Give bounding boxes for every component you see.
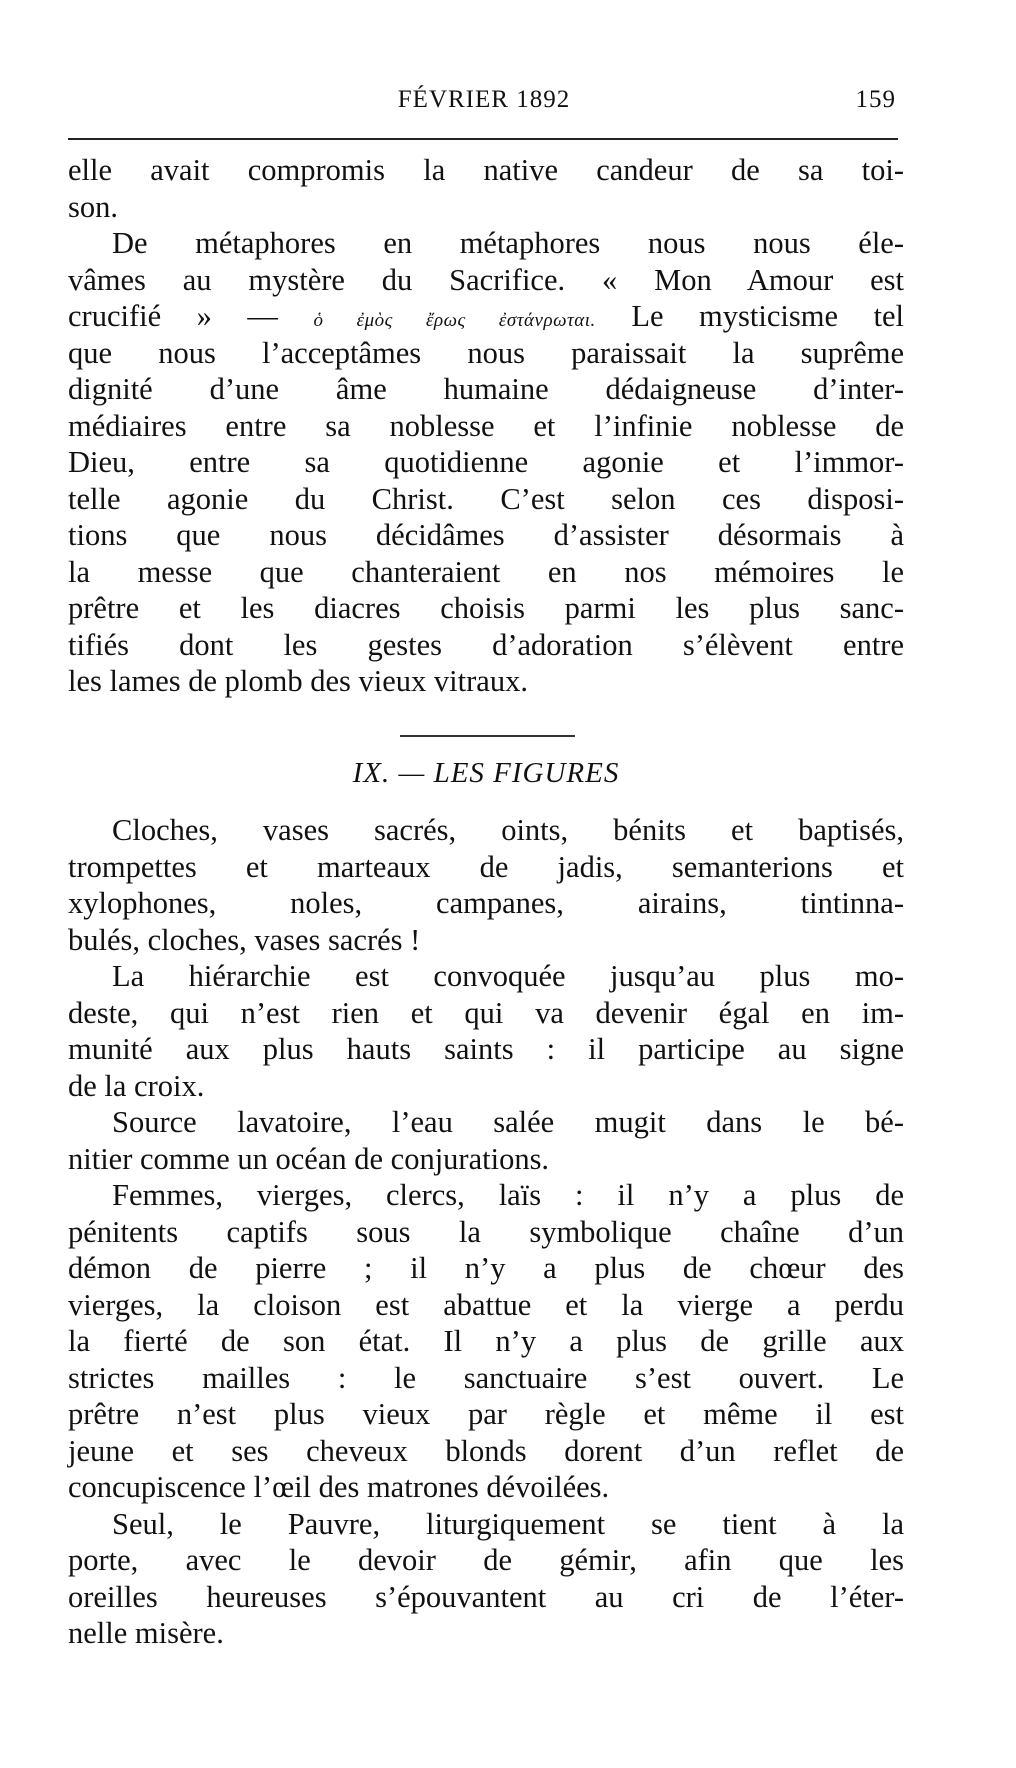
- text-line: nelle misère.: [68, 1616, 224, 1650]
- text-line: deste, qui n’est rien et qui va devenir égal en im-: [68, 995, 904, 1030]
- text-line: prêtre n’est plus vieux par règle et même il est: [68, 1397, 904, 1431]
- text-line: De métaphores en métaphores nous nous éle-: [112, 226, 904, 260]
- text-line: trompettes et marteaux de jadis, semanterions et: [68, 849, 904, 884]
- paragraph-block-2: [68, 812, 904, 1652]
- text-line: prêtre et les diacres choisis parmi les plus sanc-: [68, 591, 904, 625]
- text-fragment: crucifié » —: [68, 299, 314, 333]
- section-title: IX. — LES FIGURES: [352, 757, 620, 789]
- text-line: Femmes, vierges, clercs, laïs : il n’y a plus de: [112, 1178, 904, 1212]
- text-line: vierges, la cloison est abattue et la vierge a perdu: [68, 1287, 904, 1322]
- text-line: Source lavatoire, l’eau salée mugit dans le bé-: [112, 1105, 904, 1139]
- text-line: [68, 298, 904, 335]
- text-line: concupiscence l’œil des matrones dévoilées.: [68, 1470, 610, 1504]
- text-line: oreilles heureuses s’épouvantent au cri de l’éter-: [68, 1579, 904, 1614]
- text-line: Cloches, vases sacrés, oints, bénits et baptisés,: [112, 813, 904, 847]
- text-line: xylophones, noles, campanes, airains, tintinna-: [68, 886, 904, 920]
- text-line: pénitents captifs sous la symbolique chaîne d’un: [68, 1214, 904, 1249]
- text-line: Seul, le Pauvre, liturgiquement se tient à la: [112, 1506, 904, 1541]
- text-line: la fierté de son état. Il n’y a plus de grille aux: [68, 1324, 904, 1358]
- text-line: que nous l’acceptâmes nous paraissait la suprême: [68, 335, 904, 370]
- text-line: porte, avec le devoir de gémir, afin que les: [68, 1543, 904, 1577]
- text-line: La hiérarchie est convoquée jusqu’au plus mo-: [112, 959, 904, 993]
- greek-quote: ὁ ἐμὸς ἔρως ἐστάνρωται.: [313, 310, 596, 331]
- text-line: vâmes au mystère du Sacrifice. « Mon Amour est: [68, 262, 904, 297]
- text-line: médiaires entre sa noblesse et l’infinie noblesse de: [68, 408, 904, 443]
- text-line: de la croix.: [68, 1068, 205, 1103]
- text-line: jeune et ses cheveux blonds dorent d’un reflet de: [68, 1433, 904, 1468]
- paragraph-block-1: [68, 152, 904, 700]
- text-line: bulés, cloches, vases sacrés !: [68, 922, 421, 957]
- text-line: tifiés dont les gestes d’adoration s’élèvent entre: [68, 627, 904, 662]
- text-fragment: Le mysticisme tel: [595, 299, 904, 333]
- text-line: tions que nous décidâmes d’assister désormais à: [68, 518, 904, 552]
- text-line: les lames de plomb des vieux vitraux.: [68, 664, 528, 698]
- text-line: nitier comme un océan de conjurations.: [68, 1141, 550, 1176]
- text-line: telle agonie du Christ. C’est selon ces disposi-: [68, 481, 904, 516]
- header-rule: [68, 138, 898, 140]
- text-line: démon de pierre ; il n’y a plus de chœur des: [68, 1251, 904, 1285]
- text-line: la messe que chanteraient en nos mémoires le: [68, 554, 904, 589]
- running-header: [68, 78, 900, 118]
- text-line: dignité d’une âme humaine dédaigneuse d’inter-: [68, 372, 904, 406]
- text-line: munité aux plus hauts saints : il participe au signe: [68, 1032, 904, 1066]
- header-title: FÉVRIER 1892: [397, 86, 571, 113]
- page-number: 159: [855, 86, 896, 113]
- text-line: elle avait compromis la native candeur de sa toi-: [68, 153, 904, 187]
- text-line: strictes mailles : le sanctuaire s’est ouvert. Le: [68, 1360, 904, 1395]
- section-separator: [400, 735, 575, 737]
- text-line: son.: [68, 189, 118, 224]
- text-line: Dieu, entre sa quotidienne agonie et l’immor-: [68, 445, 904, 479]
